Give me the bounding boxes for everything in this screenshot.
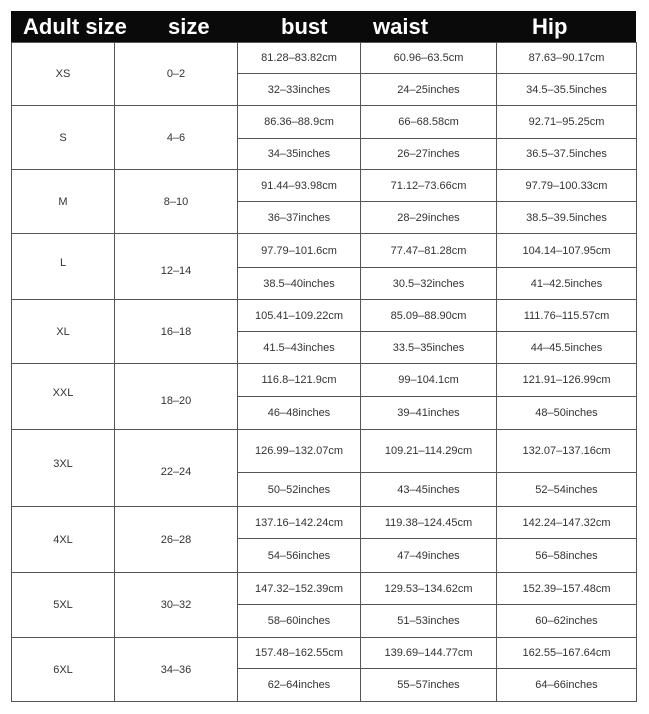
table-row (12, 300, 637, 332)
hip-cm-cell: 111.76–115.57cm (497, 300, 637, 332)
hip-inches-cell: 41–42.5inches (497, 268, 637, 300)
table-row (12, 573, 637, 605)
hip-cm-cell: 104.14–107.95cm (497, 234, 637, 268)
size-number-cell (115, 507, 238, 573)
bust-inches-cell: 34–35inches (238, 139, 361, 170)
size-name: 6XL (53, 663, 73, 676)
size-number-cell (115, 234, 238, 300)
size-table-body (12, 43, 637, 702)
size-name-cell (12, 364, 115, 430)
size-number: 30–32 (160, 599, 192, 611)
hip-cm-cell: 162.55–167.64cm (497, 638, 637, 669)
waist-inches-cell: 26–27inches (361, 139, 497, 170)
hip-cm-cell: 152.39–157.48cm (497, 573, 637, 605)
size-number: 4–6 (166, 131, 186, 144)
hip-inches-cell: 60–62inches (497, 605, 637, 638)
hip-inches-cell: 48–50inches (497, 397, 637, 430)
waist-cm-cell: 77.47–81.28cm (361, 234, 497, 268)
bust-inches-cell: 41.5–43inches (238, 332, 361, 364)
size-name: 4XL (53, 533, 73, 546)
table-row (12, 170, 637, 202)
hip-cm-cell: 97.79–100.33cm (497, 170, 637, 202)
waist-cm-cell: 71.12–73.66cm (361, 170, 497, 202)
size-number: 12–14 (160, 264, 192, 277)
bust-inches-cell: 58–60inches (238, 605, 361, 638)
hip-cm-cell: 142.24–147.32cm (497, 507, 637, 539)
hip-inches-cell: 38.5–39.5inches (497, 202, 637, 234)
waist-cm-cell: 85.09–88.90cm (361, 300, 497, 332)
size-name: XXL (52, 386, 74, 399)
bust-cm-cell: 116.8–121.9cm (238, 364, 361, 397)
size-name-cell (12, 106, 115, 170)
waist-inches-cell: 28–29inches (361, 202, 497, 234)
size-table (11, 42, 637, 702)
bust-cm-cell: 147.32–152.39cm (238, 573, 361, 605)
waist-inches-cell: 51–53inches (361, 605, 497, 638)
size-name: XS (55, 68, 71, 80)
bust-cm-cell: 91.44–93.98cm (238, 170, 361, 202)
size-name-cell (12, 638, 115, 702)
waist-cm-cell: 139.69–144.77cm (361, 638, 497, 669)
bust-inches-cell: 32–33inches (238, 74, 361, 106)
hip-cm-cell: 132.07–137.16cm (497, 430, 637, 473)
size-number: 22–24 (160, 466, 192, 478)
bust-cm-cell: 105.41–109.22cm (238, 300, 361, 332)
bust-cm-cell: 137.16–142.24cm (238, 507, 361, 539)
size-number: 34–36 (160, 663, 192, 676)
table-row (12, 638, 637, 669)
size-name-cell (12, 300, 115, 364)
bust-cm-cell: 126.99–132.07cm (238, 430, 361, 473)
size-number: 16–18 (160, 325, 192, 338)
waist-inches-cell: 39–41inches (361, 397, 497, 430)
waist-cm-cell: 60.96–63.5cm (361, 43, 497, 74)
bust-cm-cell: 97.79–101.6cm (238, 234, 361, 268)
size-name-cell (12, 507, 115, 573)
waist-cm-cell: 66–68.58cm (361, 106, 497, 139)
size-number-cell (115, 300, 238, 364)
hip-inches-cell: 36.5–37.5inches (497, 139, 637, 170)
header-waist: waist (361, 11, 498, 42)
waist-cm-cell: 119.38–124.45cm (361, 507, 497, 539)
waist-inches-cell: 55–57inches (361, 669, 497, 702)
size-number-cell (115, 430, 238, 507)
bust-cm-cell: 81.28–83.82cm (238, 43, 361, 74)
size-number: 26–28 (160, 533, 192, 546)
bust-inches-cell: 36–37inches (238, 202, 361, 234)
size-number-cell (115, 364, 238, 430)
size-number-cell (115, 573, 238, 638)
size-number-cell (115, 106, 238, 170)
table-row (12, 507, 637, 539)
hip-cm-cell: 92.71–95.25cm (497, 106, 637, 139)
waist-inches-cell: 47–49inches (361, 539, 497, 573)
waist-cm-cell: 99–104.1cm (361, 364, 497, 397)
hip-inches-cell: 44–45.5inches (497, 332, 637, 364)
bust-inches-cell: 46–48inches (238, 397, 361, 430)
size-number: 18–20 (160, 394, 192, 407)
bust-cm-cell: 157.48–162.55cm (238, 638, 361, 669)
waist-inches-cell: 30.5–32inches (361, 268, 497, 300)
size-number: 8–10 (163, 195, 189, 208)
table-row (12, 430, 637, 473)
size-name-cell (12, 234, 115, 300)
bust-inches-cell: 50–52inches (238, 473, 361, 507)
size-number-cell (115, 170, 238, 234)
size-number-cell (115, 638, 238, 702)
size-name: L (59, 256, 67, 269)
size-name: 5XL (53, 599, 73, 611)
size-name: M (58, 195, 68, 208)
header-bust: bust (239, 11, 361, 42)
waist-inches-cell: 24–25inches (361, 74, 497, 106)
size-name-cell (12, 170, 115, 234)
size-name: S (59, 131, 67, 144)
bust-inches-cell: 38.5–40inches (238, 268, 361, 300)
hip-inches-cell: 64–66inches (497, 669, 637, 702)
table-row (12, 106, 637, 139)
header-hip: Hip (498, 11, 636, 42)
size-name-cell (12, 573, 115, 638)
waist-cm-cell: 109.21–114.29cm (361, 430, 497, 473)
hip-cm-cell: 121.91–126.99cm (497, 364, 637, 397)
size-name-cell (12, 430, 115, 507)
bust-inches-cell: 54–56inches (238, 539, 361, 573)
table-row (12, 364, 637, 397)
table-row (12, 234, 637, 268)
hip-inches-cell: 34.5–35.5inches (497, 74, 637, 106)
size-number-cell (115, 43, 238, 106)
bust-inches-cell: 62–64inches (238, 669, 361, 702)
hip-inches-cell: 52–54inches (497, 473, 637, 507)
size-name-cell (12, 43, 115, 106)
size-number: 0–2 (166, 68, 186, 80)
header-size: size (156, 11, 239, 42)
table-row (12, 43, 637, 74)
waist-cm-cell: 129.53–134.62cm (361, 573, 497, 605)
bust-cm-cell: 86.36–88.9cm (238, 106, 361, 139)
size-name: 3XL (53, 458, 73, 470)
waist-inches-cell: 43–45inches (361, 473, 497, 507)
hip-cm-cell: 87.63–90.17cm (497, 43, 637, 74)
header-adult-size: Adult size (11, 11, 156, 42)
size-name: XL (56, 325, 70, 338)
waist-inches-cell: 33.5–35inches (361, 332, 497, 364)
hip-inches-cell: 56–58inches (497, 539, 637, 573)
